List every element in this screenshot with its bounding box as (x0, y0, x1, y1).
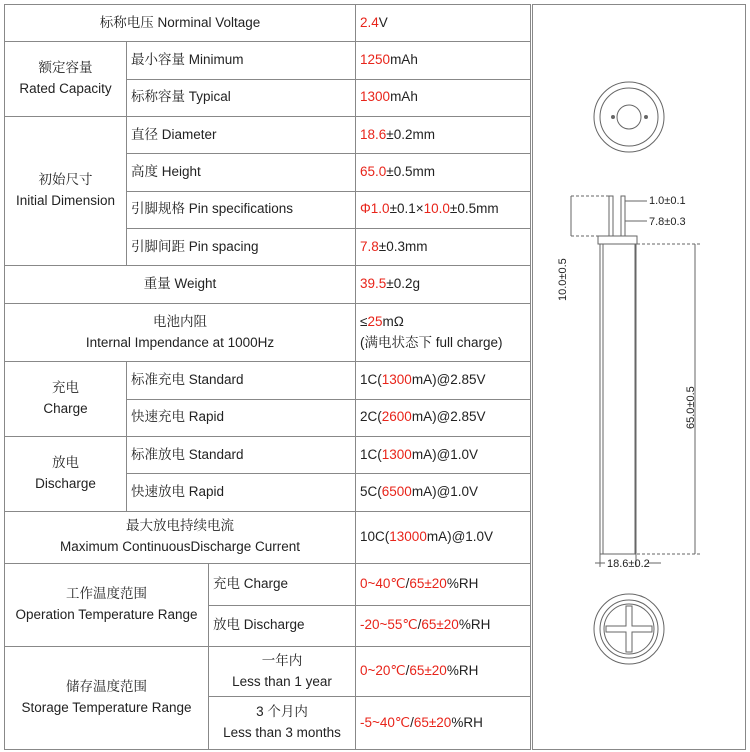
discharge-label: 放电 Discharge (5, 436, 127, 511)
top-view-pin-left (612, 116, 615, 119)
rated-capacity-label: 额定容量 Rated Capacity (5, 42, 127, 117)
row-operation-charge (5, 564, 531, 605)
storage-one-year-label: 一年内 Less than 1 year (209, 646, 356, 696)
battery-drawing (533, 5, 745, 749)
pin-spacing-label: 引脚间距 Pin spacing (127, 229, 356, 266)
pin-length-label: 10.0±0.5 (557, 258, 569, 301)
row-weight (5, 266, 531, 303)
height-value: 65.0±0.5mm (356, 154, 531, 191)
row-capacity-minimum (5, 42, 531, 79)
cell-cap (598, 236, 637, 244)
weight-value: 39.5±0.2g (356, 266, 531, 303)
operation-discharge-value: -20~55℃/65±20%RH (356, 605, 531, 646)
operation-temp-label: 工作温度范围 Operation Temperature Range (5, 564, 209, 647)
body-diameter-label: 18.6±0.2 (607, 558, 650, 570)
operation-discharge-label: 放电 Discharge (209, 605, 356, 646)
storage-three-months-label: 3 个月内 Less than 3 months (209, 697, 356, 750)
full-charge-note: (满电状态下 full charge) (360, 334, 503, 350)
charge-standard-value: 1C(1300mA)@2.85V (356, 362, 531, 399)
row-discharge-standard (5, 436, 531, 473)
capacity-minimum-label: 最小容量 Minimum (127, 42, 356, 79)
discharge-standard-label: 标准放电 Standard (127, 436, 356, 473)
spec-table (4, 4, 531, 750)
pin-spacing-value: 7.8±0.3mm (356, 229, 531, 266)
storage-one-year-value: 0~20℃/65±20%RH (356, 646, 531, 696)
body-height-label: 65.0±0.5 (685, 386, 697, 429)
bottom-view-rim (600, 600, 658, 658)
top-view-rim (600, 88, 658, 146)
capacity-minimum-value: 1250mAh (356, 42, 531, 79)
height-label: 高度 Height (127, 154, 356, 191)
bottom-view-inner-circle (604, 604, 654, 654)
max-discharge-label: 最大放电持续电流 Maximum ContinuousDischarge Current (5, 511, 356, 563)
diameter-value: 18.6±0.2mm (356, 117, 531, 154)
operation-charge-value: 0~40℃/65±20%RH (356, 564, 531, 605)
storage-temp-label: 储存温度范围 Storage Temperature Range (5, 646, 209, 749)
row-charge-standard (5, 362, 531, 399)
capacity-typical-label: 标称容量 Typical (127, 79, 356, 116)
charge-label: 充电 Charge (5, 362, 127, 437)
cell-body (600, 244, 636, 554)
row-nominal-voltage (5, 5, 531, 42)
charge-rapid-label: 快速充电 Rapid (127, 399, 356, 436)
top-view (594, 82, 664, 152)
pin-spec-label: 引脚规格 Pin specifications (127, 191, 356, 228)
top-view-inner-circle (617, 105, 641, 129)
nominal-voltage-value: 2.4V (356, 5, 531, 42)
pin-spacing-label: 7.8±0.3 (649, 216, 686, 228)
operation-charge-label: 充电 Charge (209, 564, 356, 605)
pin-left (609, 196, 613, 236)
discharge-rapid-value: 5C(6500mA)@1.0V (356, 474, 531, 511)
top-view-pin-right (645, 116, 648, 119)
capacity-typical-value: 1300mAh (356, 79, 531, 116)
internal-impedance-value: ≤25mΩ (满电状态下 full charge) (356, 303, 531, 362)
row-diameter (5, 117, 531, 154)
bottom-view (594, 594, 664, 664)
discharge-standard-value: 1C(1300mA)@1.0V (356, 436, 531, 473)
max-discharge-value: 10C(13000mA)@1.0V (356, 511, 531, 563)
pin-right (621, 196, 625, 236)
diameter-label: 直径 Diameter (127, 117, 356, 154)
bottom-view-vent-cross (606, 606, 652, 652)
row-storage-one-year (5, 646, 531, 696)
pin-diameter-label: 1.0±0.1 (649, 195, 686, 207)
storage-three-months-value: -5~40℃/65±20%RH (356, 697, 531, 750)
weight-label: 重量 Weight (5, 266, 356, 303)
row-max-discharge (5, 511, 531, 563)
initial-dimension-label: 初始尺寸 Initial Dimension (5, 117, 127, 266)
internal-impedance-label: 电池内阻 Internal Impendance at 1000Hz (5, 303, 356, 362)
side-view (598, 196, 637, 554)
top-view-outer-circle (594, 82, 664, 152)
pin-spec-value: Φ1.0±0.1×10.0±0.5mm (356, 191, 531, 228)
discharge-rapid-label: 快速放电 Rapid (127, 474, 356, 511)
charge-rapid-value: 2C(2600mA)@2.85V (356, 399, 531, 436)
battery-drawing-panel (532, 4, 746, 750)
nominal-voltage-label: 标称电压 Norminal Voltage (5, 5, 356, 42)
row-internal-impedance (5, 303, 531, 362)
charge-standard-label: 标准充电 Standard (127, 362, 356, 399)
